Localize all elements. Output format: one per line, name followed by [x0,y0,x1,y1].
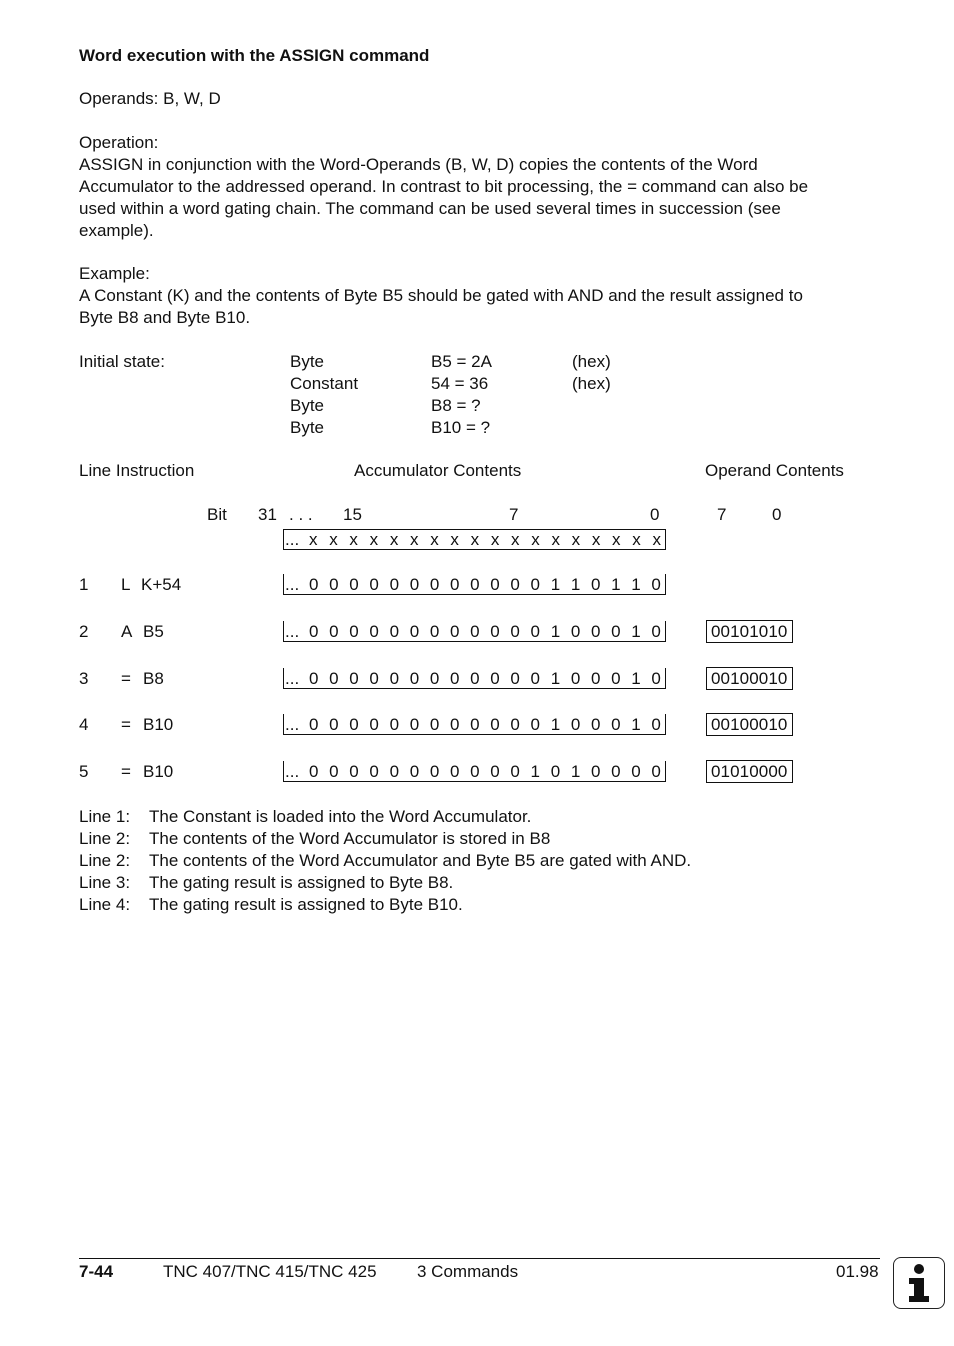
header-operand: Operand Contents [705,461,844,480]
initial-state-label: Initial state: [79,352,165,371]
accumulator-bit: 0 [651,668,661,688]
accumulator-ellipsis: ... [285,621,300,641]
bit-0: 0 [650,505,660,524]
accumulator-template-box [283,529,666,550]
accumulator-bit: x [389,530,399,549]
row-line-number: 3 [79,669,89,688]
state-kind: Byte [290,418,325,437]
accumulator-box [283,668,666,689]
accumulator-bit: 0 [530,621,541,641]
note-text: The gating result is assigned to Byte B10. [149,895,463,914]
accumulator-bit: 0 [429,714,440,734]
accumulator-bit: 0 [429,574,440,594]
accumulator-bit: 1 [550,668,561,688]
operand-box: 00100010 [706,713,793,736]
note-text: The Constant is loaded into the Word Accumulator. [149,807,532,826]
row-operator: = [121,715,131,734]
accumulator-box [283,714,666,735]
accumulator-bits [309,621,665,642]
accumulator-bit: x [490,530,500,549]
footer-rule [79,1258,880,1259]
row-argument: K+54 [141,575,182,594]
accumulator-bit: 0 [530,574,541,594]
state-unit: (hex) [572,374,611,393]
example-line: A Constant (K) and the contents of Byte B5 should be gated with AND and the result assigned to [79,286,803,305]
note-label: Line 2: [79,829,131,848]
accumulator-bit: 0 [470,574,480,594]
accumulator-bit: 0 [590,621,601,641]
accumulator-bit: 0 [449,621,460,641]
accumulator-bit: 1 [631,621,641,641]
operand-box: 01010000 [706,760,793,783]
accumulator-ellipsis: ... [285,714,300,734]
note-text: The gating result is assigned to Byte B8. [149,873,454,892]
row-operator: L [121,575,131,594]
accumulator-bit: 0 [510,574,520,594]
accumulator-bit: 0 [329,714,339,734]
state-value: B8 = ? [431,396,481,415]
example-line: Byte B8 and Byte B10. [79,308,251,327]
accumulator-bit: 0 [449,668,460,688]
accumulator-bit: 0 [570,714,581,734]
date-code: 01.98 [836,1262,879,1281]
accumulator-bit: 0 [570,668,581,688]
state-kind: Constant [290,374,359,393]
operation-line: example). [79,221,154,240]
note-label: Line 3: [79,873,131,892]
accumulator-bits [309,529,665,550]
operand-box: 00100010 [706,667,793,690]
accumulator-bit: 0 [309,668,319,688]
accumulator-bit: 0 [329,668,339,688]
operation-line: Accumulator to the addressed operand. In contrast to bit processing, the = command can also be [79,177,809,196]
accumulator-bit: 0 [389,621,400,641]
accumulator-bit: 0 [409,668,420,688]
accumulator-bit: 1 [631,574,641,594]
accumulator-bit: 0 [369,761,379,781]
accumulator-bit: 0 [590,714,601,734]
operation-line: used within a word gating chain. The command can be used several times in succession (see [79,199,781,218]
accumulator-bit: 1 [631,668,641,688]
row-line-number: 1 [79,575,89,594]
row-line-number: 5 [79,762,89,781]
state-kind: Byte [290,396,325,415]
accumulator-bit: 0 [590,668,601,688]
note-label: Line 4: [79,895,131,914]
accumulator-bit: 1 [570,761,581,781]
accumulator-bit: 0 [329,761,339,781]
operand-bit-0: 0 [772,505,782,524]
accumulator-bit: 0 [409,761,420,781]
state-value: B10 = ? [431,418,491,437]
accumulator-bit: x [591,530,601,549]
bit-15: 15 [343,505,362,524]
accumulator-bit: 0 [570,621,581,641]
accumulator-bit: 0 [470,761,480,781]
accumulator-bit: 0 [470,668,480,688]
accumulator-bit: 0 [611,668,621,688]
example-label: Example: [79,264,150,283]
row-argument: B8 [143,669,164,688]
accumulator-bit: 0 [429,668,440,688]
accumulator-bit: 0 [470,714,480,734]
accumulator-bit: 0 [389,668,400,688]
accumulator-bits [309,761,665,782]
accumulator-bit: 0 [329,574,339,594]
accumulator-bit: x [612,530,621,549]
accumulator-bits [309,668,665,689]
accumulator-bit: 0 [510,668,520,688]
page-number: 7-44 [79,1262,114,1281]
info-glyph [894,1258,944,1308]
accumulator-bit: 0 [309,621,319,641]
accumulator-ellipsis: ... [285,574,300,594]
accumulator-bit: 0 [510,761,520,781]
accumulator-bit: 0 [490,668,500,688]
accumulator-bit: 0 [309,574,319,594]
accumulator-bit: x [470,530,480,549]
accumulator-bit: 1 [550,574,561,594]
accumulator-bit: 0 [590,574,601,594]
accumulator-bit: 1 [530,761,541,781]
accumulator-bit: 0 [490,714,500,734]
accumulator-bit: 0 [651,761,661,781]
accumulator-bit: 0 [349,574,359,594]
accumulator-bit: 0 [611,761,621,781]
accumulator-bit: x [551,530,560,549]
accumulator-bit: 0 [369,621,379,641]
accumulator-bit: x [309,530,318,549]
row-operator: = [121,762,131,781]
accumulator-bit: x [430,530,439,549]
accumulator-bit: 0 [470,621,480,641]
accumulator-bit: 0 [349,761,359,781]
accumulator-bits [309,714,665,735]
bit-31: 31 [258,505,277,524]
accumulator-bit: 0 [651,574,661,594]
note-label: Line 1: [79,807,131,826]
accumulator-ellipsis: ... [285,668,300,688]
product-name: TNC 407/TNC 415/TNC 425 [163,1262,377,1281]
accumulator-bit: 0 [611,714,621,734]
accumulator-bit: 1 [550,621,561,641]
accumulator-bit: 1 [550,714,561,734]
accumulator-bit: 0 [329,621,339,641]
bit-7: 7 [509,505,519,524]
operand-bit-7: 7 [717,505,727,524]
info-icon [893,1257,945,1309]
accumulator-bit: 0 [389,761,400,781]
state-value: B5 = 2A [431,352,492,371]
accumulator-bit: x [329,530,338,549]
accumulator-bit: 0 [349,714,359,734]
note-text: The contents of the Word Accumulator and Byte B5 are gated with AND. [149,851,692,870]
row-line-number: 4 [79,715,89,734]
accumulator-bit: 0 [409,621,420,641]
accumulator-bit: 0 [369,668,379,688]
bit-label: Bit [207,505,227,524]
accumulator-bit: 0 [510,714,520,734]
page-title: Word execution with the ASSIGN command [79,46,430,65]
accumulator-bit: 0 [651,621,661,641]
operation-line: ASSIGN in conjunction with the Word-Operands (B, W, D) copies the contents of the Word [79,155,758,174]
accumulator-bit: 0 [429,761,440,781]
operation-label: Operation: [79,133,159,152]
chapter-name: 3 Commands [417,1262,519,1281]
accumulator-bit: 1 [570,574,581,594]
accumulator-bit: 0 [409,574,420,594]
accumulator-box [283,761,666,782]
accumulator-bit: x [349,530,358,549]
accumulator-bit: 0 [389,574,400,594]
operand-box: 00101010 [706,620,793,643]
accumulator-bit: x [410,530,419,549]
accumulator-bit: x [571,530,581,549]
row-operator: A [121,622,133,641]
accumulator-bit: 0 [590,761,601,781]
accumulator-bit: 0 [369,714,379,734]
accumulator-bits [309,574,665,595]
accumulator-bit: 0 [389,714,400,734]
accumulator-bit: x [531,530,540,549]
accumulator-bit: 0 [449,574,460,594]
row-argument: B5 [143,622,164,641]
state-value: 54 = 36 [431,374,489,393]
accumulator-bit: 0 [409,714,420,734]
accumulator-ellipsis: ... [285,530,300,549]
accumulator-bit: 0 [369,574,379,594]
accumulator-bit: x [450,530,459,549]
accumulator-bit: 0 [530,714,541,734]
accumulator-bit: x [369,530,379,549]
accumulator-bit: 0 [309,761,319,781]
bit-dots: . . . [289,505,313,524]
accumulator-bit: 0 [490,621,500,641]
accumulator-bit: 0 [309,714,319,734]
accumulator-bit: 0 [510,621,520,641]
accumulator-bit: 0 [631,761,641,781]
accumulator-bit: x [652,530,661,549]
accumulator-bit: 1 [611,574,621,594]
row-operator: = [121,669,131,688]
accumulator-bit: 0 [349,621,359,641]
accumulator-bit: 0 [449,714,460,734]
accumulator-bit: 0 [449,761,460,781]
accumulator-bit: 0 [530,668,541,688]
accumulator-box [283,574,666,595]
row-argument: B10 [143,762,174,781]
operands-text: Operands: B, W, D [79,89,221,108]
accumulator-ellipsis: ... [285,761,300,781]
accumulator-bit: 0 [490,761,500,781]
accumulator-bit: 0 [490,574,500,594]
accumulator-bit: 0 [550,761,561,781]
row-line-number: 2 [79,622,89,641]
accumulator-bit: x [632,530,641,549]
accumulator-bit: 1 [631,714,641,734]
state-kind: Byte [290,352,325,371]
accumulator-bit: 0 [651,714,661,734]
accumulator-box [283,621,666,642]
row-argument: B10 [143,715,174,734]
note-text: The contents of the Word Accumulator is stored in B8 [149,829,551,848]
accumulator-bit: 0 [349,668,359,688]
header-line-instruction: Line Instruction [79,461,195,480]
state-unit: (hex) [572,352,611,371]
header-accumulator: Accumulator Contents [354,461,522,480]
accumulator-bit: 0 [611,621,621,641]
accumulator-bit: 0 [429,621,440,641]
accumulator-bit: x [511,530,520,549]
note-label: Line 2: [79,851,131,870]
